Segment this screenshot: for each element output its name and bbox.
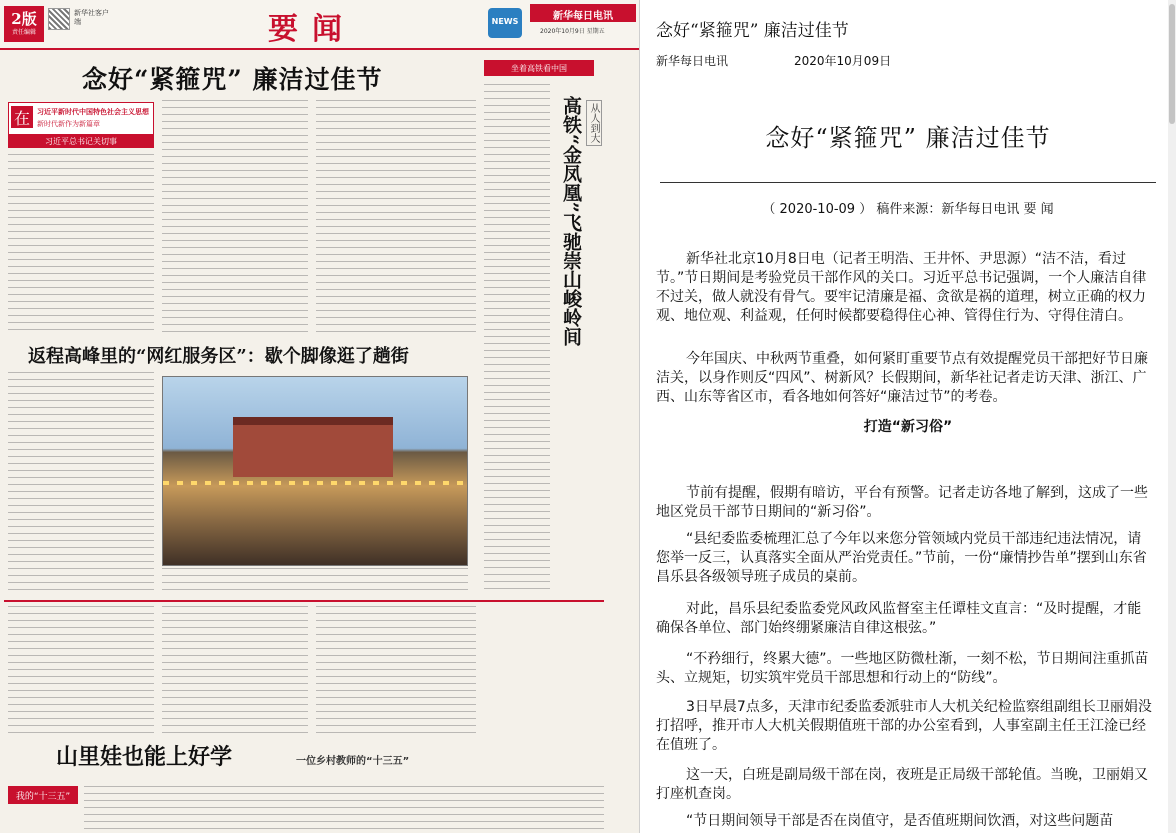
article-column[interactable]: [162, 100, 308, 334]
article-meta: （ 2020-10-09 ） 稿件来源：新华每日电讯 要 闻: [762, 202, 1054, 217]
article-paragraph: 新华社北京10月8日电（记者王明浩、王井怀、尹思源）“洁不洁，看过节。”节日期间是考验党员干部作风的关口。习近平总书记强调，一个人廉洁自律不过关，做人就没有骨气。要牢记清廉是福、贪欲是祸的道理，树立正确的权力观、地位观、利益观，任何时候都要稳得住心神、管得住行为、守得住清白。: [656, 251, 1147, 324]
photo-lights: [163, 481, 469, 485]
headline-village-teacher-sub: 一位乡村教师的“十三五”: [296, 756, 410, 767]
article-column[interactable]: [316, 100, 476, 334]
reader-date: 2020年10月09日: [794, 54, 892, 68]
section-title: 要闻: [268, 12, 356, 47]
scrollbar-track[interactable]: [1168, 0, 1176, 833]
banner-subtitle: 习近平总书记关切事: [8, 134, 154, 148]
article-column[interactable]: [84, 786, 604, 830]
article-column[interactable]: [8, 606, 154, 736]
article-paragraph: 这一天，白班是副局级干部在岗，夜班是正局级干部轮值。当晚，卫丽娟又打座机查岗。: [656, 767, 1148, 802]
page-number: 2版 责任编辑: [4, 6, 44, 42]
reader-source: 新华每日电讯: [656, 54, 729, 68]
reader-header-title: 念好“紧箍咒” 廉洁过佳节: [656, 21, 849, 41]
news-logo: NEWS: [488, 8, 522, 38]
photo-building: [233, 417, 393, 477]
banner-char: 在: [11, 106, 33, 128]
article-paragraph: “不矜细行，终累大德”。一些地区防微杜渐，一刻不松，节日期间注重抓苗头、立规矩，切实筑牢党员干部思想和行动上的“防线”。: [656, 651, 1149, 686]
column-tag: 坐着高铁看中国: [484, 60, 594, 76]
article-reader[interactable]: [640, 0, 1176, 833]
section-divider: [4, 600, 604, 602]
news-photo: [162, 376, 468, 566]
title-rule: [660, 182, 1156, 183]
article-column[interactable]: [484, 84, 550, 594]
paper-name: 新华每日电讯: [530, 4, 636, 22]
banner-line2: 新时代新作为新篇章: [37, 120, 100, 128]
paper-date: 2020年10月9日 星期五: [540, 28, 605, 35]
headline-village-teacher[interactable]: 山里娃也能上好学: [56, 744, 233, 770]
article-column[interactable]: [162, 606, 308, 736]
vertical-headline[interactable]: 高铁“金凤凰”飞驰崇山峻岭间: [560, 96, 582, 346]
article-column[interactable]: [8, 372, 154, 592]
column-tag-13th: 我的“十三五”: [8, 786, 78, 804]
article-column[interactable]: [316, 606, 476, 736]
masthead: [0, 0, 640, 50]
article-paragraph: 对此，昌乐县纪委监委党风政风监督室主任谭桂文直言：“及时提醒，才能确保各单位、部门始终绷紧廉洁自律这根弦。”: [656, 601, 1142, 636]
article-subhead: 打造“新习俗”: [863, 419, 953, 435]
headline-service-area[interactable]: 返程高峰里的“网红服务区”：歇个脚像逛了趟街: [28, 346, 409, 367]
article-title: 念好“紧箍咒” 廉洁过佳节: [765, 124, 1051, 152]
main-headline[interactable]: 念好“紧箍咒” 廉洁过佳节: [82, 65, 383, 94]
article-paragraph: “县纪委监委梳理汇总了今年以来您分管领域内党员干部违纪违法情况，请您举一反三，认真落实全面从严治党责任。”节前，一份“廉情抄告单”摆到山东省昌乐县各级领导班子成员的桌前。: [656, 531, 1147, 585]
qr-code-icon: [48, 8, 70, 30]
banner-line1: 习近平新时代中国特色社会主义思想: [37, 108, 149, 116]
photo-caption: [162, 568, 468, 590]
article-column[interactable]: [8, 154, 154, 334]
app-name: 新华社客户端: [74, 9, 109, 26]
article-paragraph: 节前有提醒，假期有暗访，平台有预警。记者走访各地了解到，这成了一些地区党员干部节日期间的“新习俗”。: [656, 485, 1148, 520]
article-paragraph: 3日早晨7点多，天津市纪委监委派驻市人大机关纪检监察组副组长卫丽娟没打招呼，推开市人大机关假期值班干部的办公室看到，人事室副主任王江淦已经在值班了。: [656, 699, 1152, 753]
article-paragraph: “节日期间领导干部是否在岗值守，是否值班期间饮酒，对这些问题苗: [686, 813, 1114, 829]
article-paragraph: 今年国庆、中秋两节重叠，如何紧盯重要节点有效提醒党员干部把好节日廉洁关，以身作则反“四风”、树新风？长假期间，新华社记者走访天津、浙江、广西、山东等省区市，看各地如何答好“廉洁过节”的考卷。: [656, 351, 1148, 405]
vertical-column-tag: 从人到大: [586, 100, 602, 146]
scrollbar-thumb[interactable]: [1169, 4, 1175, 124]
